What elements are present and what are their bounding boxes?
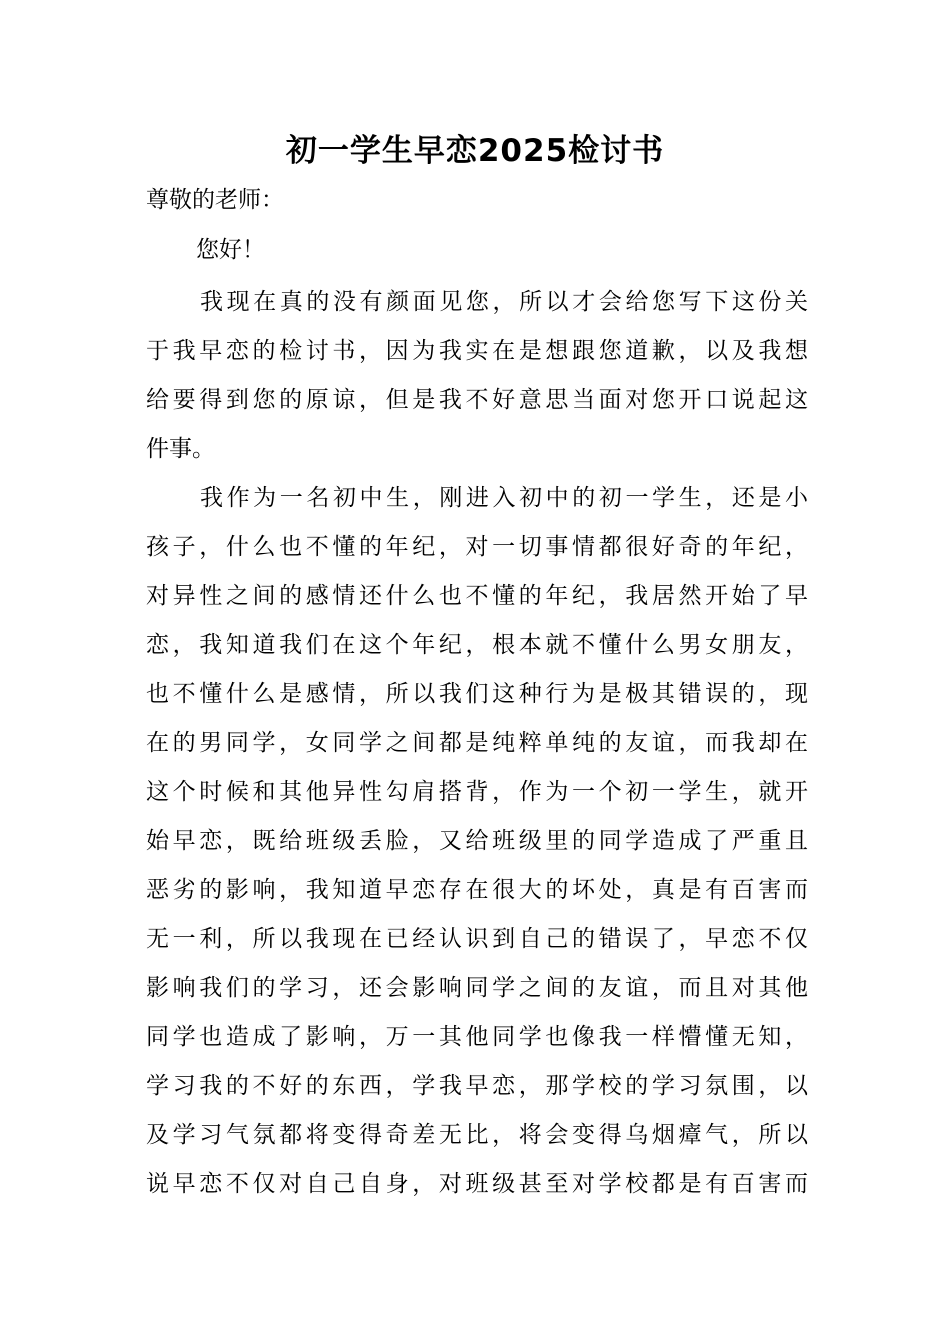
paragraph-line: 我作为一名初中生，刚进入初中的初一学生，还是小: [200, 485, 808, 511]
greeting: 您好！: [196, 237, 265, 263]
paragraph-line: 也不懂什么是感情，所以我们这种行为是极其错误的，现: [146, 681, 808, 707]
paragraph-line: 我现在真的没有颜面见您，所以才会给您写下这份关: [200, 289, 808, 315]
paragraph-line: 对异性之间的感情还什么也不懂的年纪，我居然开始了早: [146, 583, 808, 609]
paragraph-line: 影响我们的学习，还会影响同学之间的友谊，而且对其他: [146, 975, 808, 1001]
paragraph-line: 学习我的不好的东西，学我早恋，那学校的学习氛围，以: [146, 1073, 808, 1099]
paragraph-line: 无一利，所以我现在已经认识到自己的错误了，早恋不仅: [146, 926, 808, 952]
paragraph-line: 始早恋，既给班级丢脸，又给班级里的同学造成了严重且: [146, 828, 808, 854]
paragraph-line: 件事。: [146, 436, 215, 462]
paragraph-line: 同学也造成了影响，万一其他同学也像我一样懵懂无知，: [146, 1024, 808, 1050]
salutation: 尊敬的老师：: [146, 187, 284, 213]
paragraph-line: 说早恋不仅对自己自身，对班级甚至对学校都是有百害而: [146, 1171, 808, 1197]
paragraph-line: 这个时候和其他异性勾肩搭背，作为一个初一学生，就开: [146, 779, 808, 805]
paragraph-line: 孩子，什么也不懂的年纪，对一切事情都很好奇的年纪，: [146, 534, 808, 560]
paragraph-2: [146, 474, 808, 1209]
paragraph-line: 及学习气氛都将变得奇差无比，将会变得乌烟瘴气，所以: [146, 1122, 808, 1148]
paragraph-1: [146, 278, 808, 474]
document-title: 初一学生早恋2025检讨书: [285, 133, 665, 169]
paragraph-line: 恋，我知道我们在这个年纪，根本就不懂什么男女朋友，: [146, 632, 808, 658]
paragraph-line: 恶劣的影响，我知道早恋存在很大的坏处，真是有百害而: [146, 877, 808, 903]
paragraph-line: 于我早恋的检讨书，因为我实在是想跟您道歉，以及我想: [146, 338, 808, 364]
paragraph-line: 在的男同学，女同学之间都是纯粹单纯的友谊，而我却在: [146, 730, 808, 756]
paragraph-line: 给要得到您的原谅，但是我不好意思当面对您开口说起这: [146, 387, 808, 413]
